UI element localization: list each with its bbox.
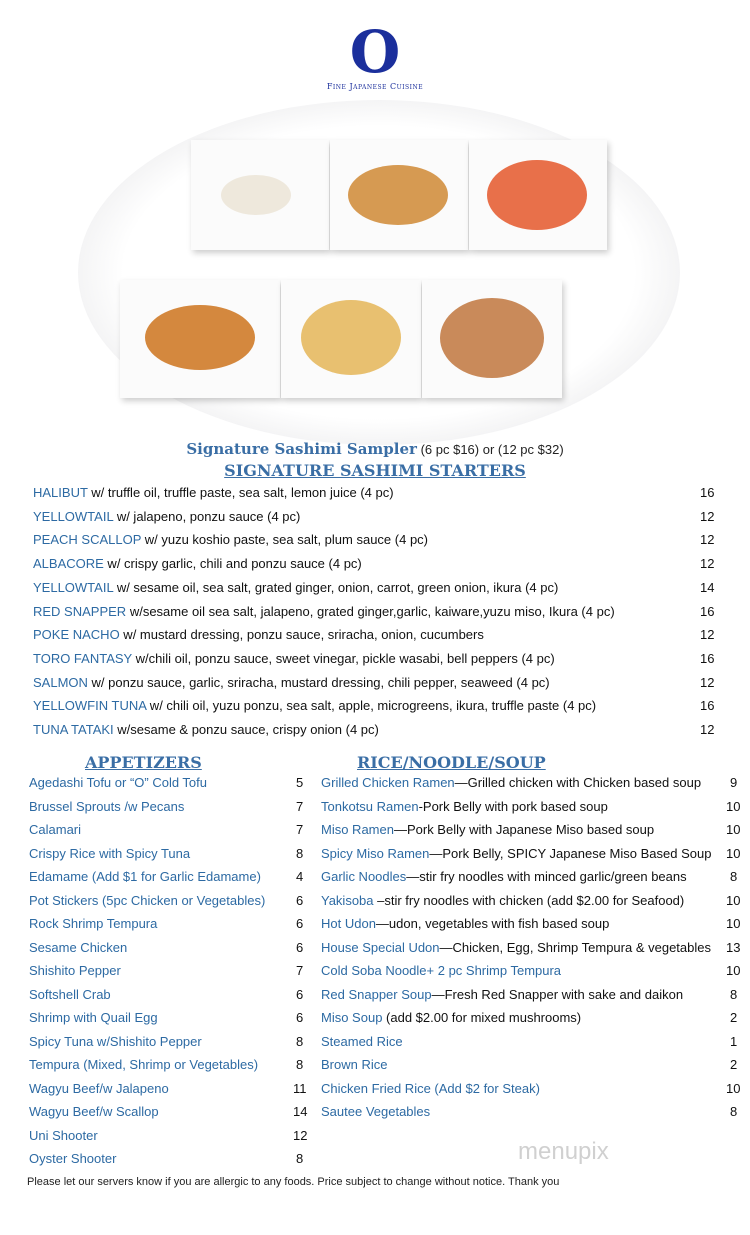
- item-name: Shishito Pepper: [29, 963, 121, 978]
- item-name: Spicy Tuna w/Shishito Pepper: [29, 1033, 202, 1049]
- appetizer-item: [29, 799, 184, 814]
- item-description: w/ chili oil, yuzu ponzu, sea salt, apple, microgreens, ikura, truffle paste (4 pc): [146, 698, 597, 714]
- item-price: 10: [726, 822, 741, 837]
- item-name: TORO FANTASY: [33, 650, 132, 666]
- item-name: Wagyu Beef/w Scallop: [29, 1104, 159, 1119]
- item-price: 6: [296, 892, 304, 908]
- item-name: Crispy Rice with Spicy Tuna: [29, 845, 191, 861]
- sashimi-item: [33, 604, 615, 619]
- sashimi-item: [33, 675, 550, 690]
- logo: O: [349, 18, 401, 86]
- item-price: 7: [296, 963, 304, 978]
- appetizer-item: [29, 1104, 159, 1119]
- item-name: Tonkotsu Ramen: [321, 798, 419, 814]
- item-description: w/ crispy garlic, chili and ponzu sauce (4 pc): [103, 556, 362, 572]
- sampler-options: (6 pc $16) or (12 pc $32): [420, 442, 564, 457]
- item-description: –stir fry noodles with chicken (add $2.00 for Seafood): [373, 892, 685, 908]
- item-price: 12: [293, 1127, 308, 1143]
- item-price: 8: [730, 986, 738, 1002]
- item-name: Agedashi Tofu or “O” Cold Tofu: [29, 775, 208, 790]
- rice-item: [321, 822, 654, 837]
- item-price: 9: [730, 775, 738, 790]
- rice-item: [321, 916, 609, 931]
- sashimi-heading: SIGNATURE SASHIMI STARTERS: [224, 461, 526, 480]
- sashimi-item: [33, 485, 394, 500]
- appetizer-item: [29, 822, 81, 837]
- rice-item: [321, 1057, 387, 1072]
- item-price: 10: [726, 1080, 741, 1096]
- item-price: 14: [700, 579, 715, 595]
- item-name: Garlic Noodles: [321, 869, 407, 884]
- item-name: RED SNAPPER: [33, 603, 127, 619]
- item-description: —Pork Belly with Japanese Miso based soup: [393, 822, 655, 837]
- item-name: Hot Udon: [321, 916, 376, 931]
- item-price: 7: [296, 798, 304, 814]
- item-description: w/ yuzu koshio paste, sea salt, plum sauce (4 pc): [141, 532, 428, 548]
- logo-tagline: Fine Japanese Cuisine: [326, 82, 424, 91]
- item-name: TUNA TATAKI: [33, 722, 114, 737]
- item-name: Miso Soup: [321, 1010, 383, 1025]
- appetizer-item: [29, 846, 190, 861]
- item-description: w/ mustard dressing, ponzu sauce, sriracha, onion, cucumbers: [119, 627, 484, 643]
- appetizers-heading: APPETIZERS: [85, 753, 202, 772]
- item-name: Sautee Vegetables: [321, 1104, 431, 1119]
- item-price: 16: [700, 698, 715, 714]
- item-price: 2: [730, 1010, 738, 1025]
- sashimi-item: [33, 509, 300, 524]
- item-name: Edamame (Add $1 for Garlic Edamame): [29, 869, 261, 884]
- item-name: Shrimp with Quail Egg: [29, 1010, 158, 1025]
- rice-item: [321, 963, 561, 978]
- appetizer-item: [29, 1128, 98, 1143]
- rice-item: [321, 1034, 403, 1049]
- item-name: Cold Soba Noodle+ 2 pc Shrimp Tempura: [321, 963, 562, 978]
- item-price: 8: [296, 845, 304, 861]
- item-price: 8: [296, 1033, 304, 1049]
- item-name: Brown Rice: [321, 1057, 388, 1072]
- item-name: Tempura (Mixed, Shrimp or Vegetables): [29, 1057, 259, 1072]
- item-description: —Chicken, Egg, Shrimp Tempura & vegetables: [439, 939, 711, 955]
- item-price: 12: [700, 508, 715, 524]
- rice-item: [321, 846, 711, 861]
- item-description: w/chili oil, ponzu sauce, sweet vinegar, pickle wasabi, bell peppers (4 pc): [131, 650, 555, 666]
- rice-item: [321, 1104, 430, 1119]
- item-price: 6: [296, 939, 304, 955]
- item-price: 10: [726, 916, 741, 931]
- rice-heading: RICE/NOODLE/SOUP: [357, 753, 546, 772]
- rice-item: [321, 893, 684, 908]
- item-description: w/ truffle oil, truffle paste, sea salt, lemon juice (4 pc): [87, 485, 394, 500]
- sampler-line: [0, 440, 750, 458]
- item-description: —Fresh Red Snapper with sake and daikon: [431, 986, 684, 1002]
- item-name: Yakisoba: [321, 892, 374, 908]
- item-name: HALIBUT: [33, 485, 88, 500]
- sashimi-photo: [78, 100, 680, 445]
- item-name: Wagyu Beef/w Jalapeno: [29, 1080, 169, 1096]
- item-description: w/ sesame oil, sea salt, grated ginger, onion, carrot, green onion, ikura (4 pc): [113, 579, 559, 595]
- item-price: 16: [700, 650, 715, 666]
- item-price: 1: [730, 1033, 738, 1049]
- item-price: 6: [296, 986, 304, 1002]
- item-price: 5: [296, 775, 304, 790]
- rice-item: [321, 869, 687, 884]
- appetizer-item: [29, 1151, 116, 1166]
- item-name: Sesame Chicken: [29, 939, 128, 955]
- appetizer-item: [29, 1034, 202, 1049]
- item-price: 6: [296, 1010, 304, 1025]
- item-description: w/ jalapeno, ponzu sauce (4 pc): [113, 508, 301, 524]
- item-price: 8: [730, 1104, 738, 1119]
- item-name: Miso Ramen: [321, 822, 394, 837]
- rice-item: [321, 987, 683, 1002]
- item-description: -Pork Belly with pork based soup: [418, 798, 608, 814]
- item-name: Steamed Rice: [321, 1033, 403, 1049]
- item-price: 10: [726, 798, 741, 814]
- item-price: 12: [700, 556, 715, 572]
- item-price: 13: [726, 939, 741, 955]
- rice-item: [321, 775, 701, 790]
- item-price: 12: [700, 627, 715, 643]
- item-price: 12: [700, 722, 715, 737]
- item-description: —udon, vegetables with fish based soup: [375, 916, 610, 931]
- appetizer-item: [29, 893, 265, 908]
- item-price: 10: [726, 845, 741, 861]
- item-name: Calamari: [29, 822, 82, 837]
- item-name: Chicken Fried Rice (Add $2 for Steak): [321, 1080, 540, 1096]
- item-description: w/sesame & ponzu sauce, crispy onion (4 pc): [113, 722, 379, 737]
- appetizer-item: [29, 963, 121, 978]
- rice-item: [321, 1081, 540, 1096]
- item-price: 4: [296, 869, 304, 884]
- item-name: Rock Shrimp Tempura: [29, 916, 158, 931]
- sashimi-item: [33, 651, 555, 666]
- appetizer-item: [29, 775, 207, 790]
- appetizer-item: [29, 940, 127, 955]
- item-name: Spicy Miso Ramen: [321, 845, 430, 861]
- item-name: SALMON: [33, 674, 88, 690]
- appetizer-item: [29, 1057, 258, 1072]
- item-price: 8: [730, 869, 738, 884]
- item-price: 12: [700, 532, 715, 548]
- item-price: 14: [293, 1104, 308, 1119]
- item-description: w/ ponzu sauce, garlic, sriracha, mustard dressing, chili pepper, seaweed (4 pc): [87, 674, 550, 690]
- item-name: House Special Udon: [321, 939, 440, 955]
- item-price: 7: [296, 822, 304, 837]
- item-name: Brussel Sprouts /w Pecans: [29, 798, 185, 814]
- item-name: Pot Stickers (5pc Chicken or Vegetables): [29, 892, 266, 908]
- watermark: menupix: [518, 1138, 609, 1165]
- sashimi-item: [33, 532, 428, 547]
- sampler-title: Signature Sashimi Sampler: [186, 440, 417, 458]
- sashimi-item: [33, 698, 596, 713]
- item-name: POKE NACHO: [33, 627, 120, 643]
- rice-item: [321, 1010, 581, 1025]
- item-name: YELLOWTAIL: [33, 508, 114, 524]
- item-price: 16: [700, 603, 715, 619]
- item-name: PEACH SCALLOP: [33, 532, 142, 548]
- item-description: w/sesame oil sea salt, jalapeno, grated ginger,garlic, kaiware,yuzu miso, Ikura (4 pc): [126, 603, 615, 619]
- appetizer-item: [29, 987, 111, 1002]
- appetizer-item: [29, 1081, 169, 1096]
- item-description: —Grilled chicken with Chicken based soup: [454, 775, 702, 790]
- item-price: 10: [726, 963, 741, 978]
- item-price: 8: [296, 1151, 304, 1166]
- footer-note: Please let our servers know if you are allergic to any foods. Price subject to change without notice. Thank you: [27, 1176, 560, 1188]
- item-name: Grilled Chicken Ramen: [321, 775, 455, 790]
- rice-item: [321, 799, 608, 814]
- item-name: Red Snapper Soup: [321, 986, 432, 1002]
- sashimi-item: [33, 722, 379, 737]
- appetizer-item: [29, 1010, 158, 1025]
- sashimi-item: [33, 556, 362, 571]
- item-price: 12: [700, 674, 715, 690]
- item-name: YELLOWTAIL: [33, 579, 114, 595]
- item-price: 11: [293, 1080, 307, 1096]
- item-description: —Pork Belly, SPICY Japanese Miso Based Soup: [429, 845, 712, 861]
- rice-item: [321, 940, 711, 955]
- item-price: 6: [296, 916, 304, 931]
- item-price: 2: [730, 1057, 738, 1072]
- item-name: YELLOWFIN TUNA: [33, 698, 147, 714]
- item-name: ALBACORE: [33, 556, 104, 572]
- sashimi-item: [33, 580, 558, 595]
- item-name: Oyster Shooter: [29, 1151, 117, 1166]
- item-price: 10: [726, 892, 741, 908]
- item-price: 8: [296, 1057, 304, 1072]
- item-description: (add $2.00 for mixed mushrooms): [382, 1010, 582, 1025]
- item-price: 16: [700, 485, 715, 500]
- item-name: Uni Shooter: [29, 1127, 98, 1143]
- appetizer-item: [29, 869, 261, 884]
- item-description: —stir fry noodles with minced garlic/green beans: [406, 869, 687, 884]
- appetizer-item: [29, 916, 157, 931]
- item-name: Softshell Crab: [29, 986, 111, 1002]
- sashimi-item: [33, 627, 484, 642]
